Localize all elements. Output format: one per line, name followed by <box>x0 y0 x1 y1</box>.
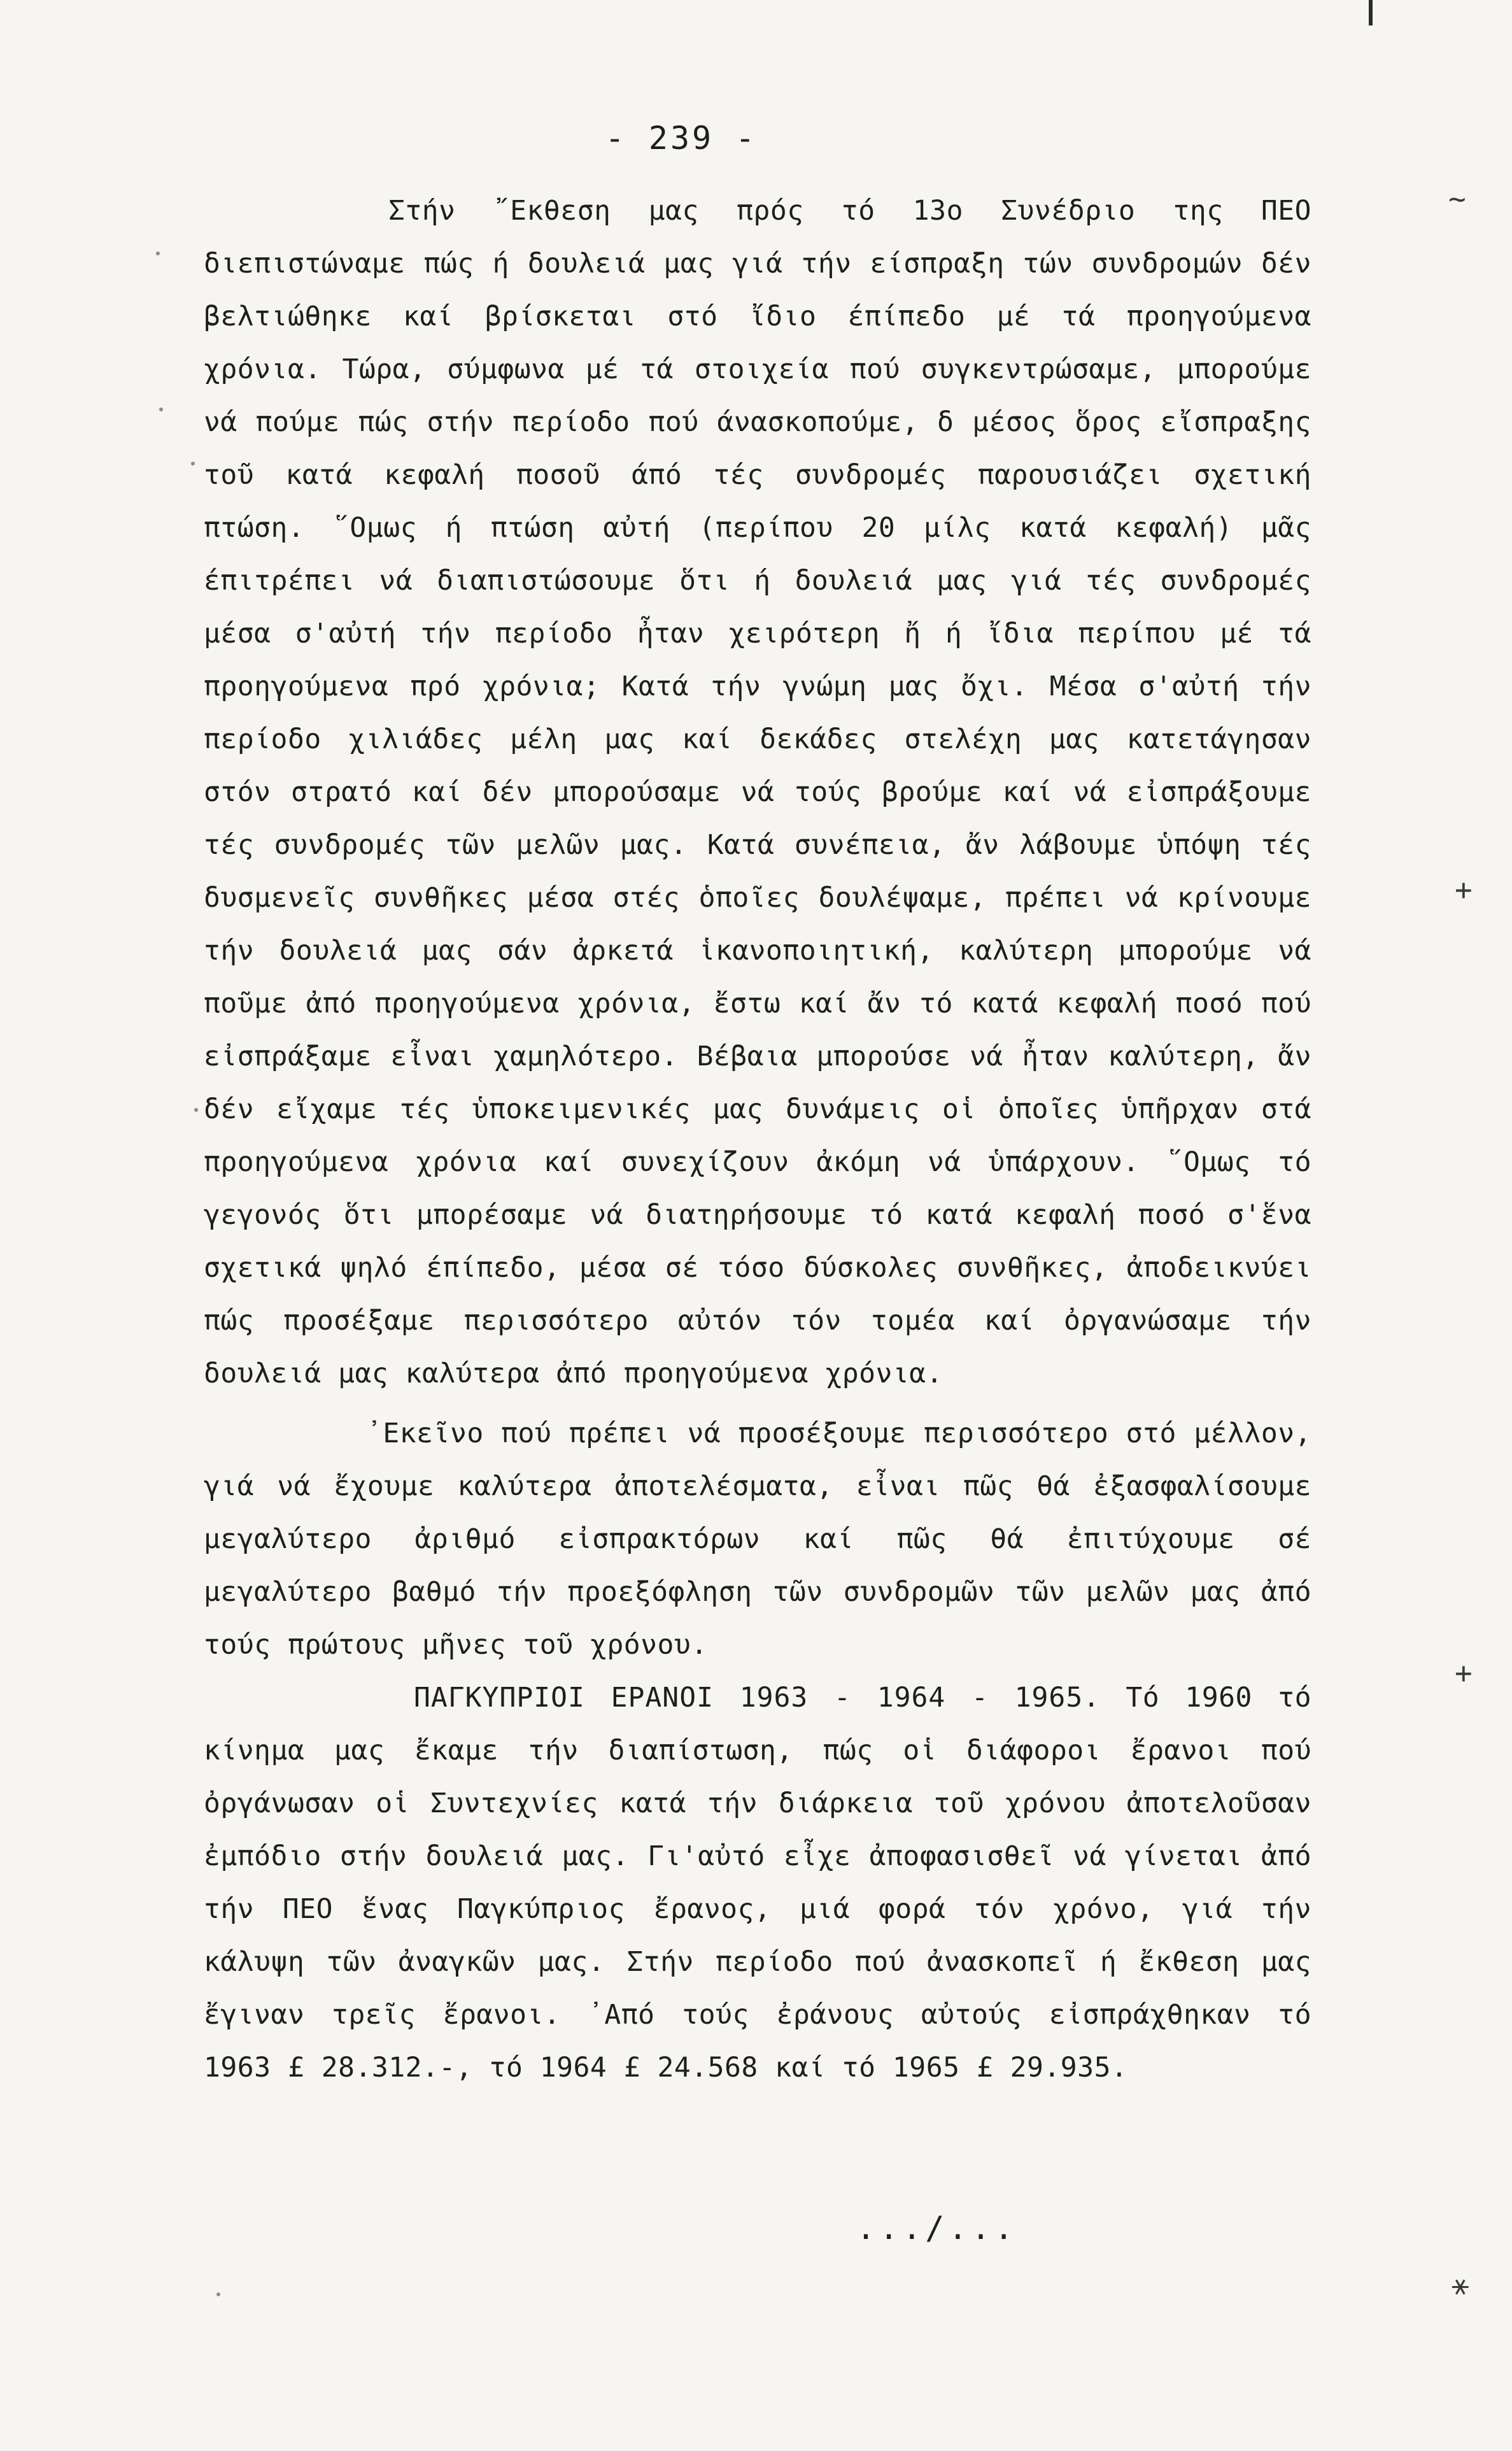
page-number: - 239 - <box>605 120 758 157</box>
margin-mark-lower: + <box>1455 1656 1473 1690</box>
section-text: Τό 1960 τό κίνημα μας ἔκαμε τήν διαπίστωση, πώς οἱ διάφοροι ἔρανοι πού ὀργάνωσαν οἱ Συντεχνίες κατά τήν διάρκεια τοῦ χρόνου ἀποτελοῦσαν ἐμπόδιο στήν δουλειά μας. Γι'αὐτό εἶχε ἀποφασισθεῖ νά γίνεται ἀπό τήν ΠΕΟ ἕνας Παγκύπριος ἔρανος, μιά φορά τόν χρόνο, γιά τήν κάλυψη τῶν ἀναγκῶν μας. Στήν περίοδο πού ἀνασκοπεῖ ή ἔκθεση μας ἔγιναν τρεῖς ἔρανοι. ᾿Από τούς ἐράνους αὐτούς εἰσπράχθηκαν τό 1963 £ 28.312.-, τό 1964 £ 24.568 καί τό 1965 £ 29.935. <box>204 1682 1311 2084</box>
continuation-mark: .../... <box>856 2210 1017 2247</box>
section-heading: ΠΑΓΚΥΠΡΙΟΙ ΕΡΑΝΟΙ 1963 - 1964 - 1965. <box>414 1682 1101 1714</box>
margin-mark-middle: + <box>1455 872 1473 907</box>
scan-edge-mark <box>1369 0 1373 25</box>
scan-speck <box>191 462 195 465</box>
paragraph-future: ᾿Εκεῖνο πού πρέπει νά προσέξουμε περισσότερο στό μέλλον, γιά νά ἔχουμε καλύτερα ἀποτελέσματα, εἶναι πῶς θά ἐξασφαλίσουμε μεγαλύτερο ἀριθμό εἰσπρακτόρων καί πῶς θά ἐπιτύχουμε σέ μεγαλύτερο βαθμό τήν προεξόφληση τῶν συνδρομῶν τῶν μελῶν μας ἀπό τούς πρώτους μῆνες τοῦ χρόνου. <box>204 1417 1311 1661</box>
margin-mark-bottom: ⚹ <box>1452 2267 1469 2301</box>
margin-mark-top: ~ <box>1448 181 1466 216</box>
scan-speck <box>194 1108 198 1112</box>
paragraph-subscriptions: Στήν ῎Εκθεση μας πρός τό 13ο Συνέδριο της ΠΕΟ διεπιστώναμε πώς ή δουλειά μας γιά τήν είσπραξη τών συνδρομών δέν βελτιώθηκε καί βρίσκεται στό ἴδιο έπίπεδο μέ τά προηγούμενα χρόνια. Τώρα, σύμφωνα μέ τά στοιχεία πού συγκεντρώσαμε, μπορούμε νά πούμε πώς στήν περίοδο πού άνασκοπούμε, δ μέσος ὅρος εἴσπραξης τοῦ κατά κεφαλή ποσοῦ άπό τές συνδρομές παρουσιάζει σχετική πτώση. ῞Ομως ή πτώση αὐτή (περίπου 20 μίλς κατά κεφαλή) μᾶς έπιτρέπει νά διαπιστώσουμε ὅτι ή δουλειά μας γιά τές συνδρομές μέσα σ'αὐτή τήν περίοδο ἦταν χειρότερη ἤ ή ἴδια περίπου μέ τά προηγούμενα πρό χρόνια; Κατά τήν γνώμη μας ὄχι. Μέσα σ'αὐτή τήν περίοδο χιλιάδες μέλη μας καί δεκάδες στελέχη μας κατετάγησαν στόν στρατό καί δέν μπορούσαμε νά τούς βρούμε καί νά εἰσπράξουμε τές συνδρομές τῶν μελῶν μας. Κατά συνέπεια, ἄν λάβουμε ὑπόψη τές δυσμενεῖς συνθῆκες μέσα στές ὁποῖες δουλέψαμε, πρέπει νά κρίνουμε τήν δουλειά μας σάν ἀρκετά ἱκανοποιητική, καλύτερη μπορούμε νά ποῦμε ἀπό προηγούμενα χρόνια, ἔστω καί ἄν τό κατά κεφαλή ποσό πού εἰσπράξαμε εἶναι χαμηλότερο. Βέβαια μπορούσε νά ἦταν καλύτερη, ἄν δέν εἴχαμε τές ὑποκειμενικές μας δυνάμεις οἱ ὁποῖες ὑπῆρχαν στά προηγούμενα χρόνια καί συνεχίζουν ἀκόμη νά ὑπάρχουν. ῞Ομως τό γεγονός ὅτι μπορέσαμε νά διατηρήσουμε τό κατά κεφαλή ποσό σ'ἕνα σχετικά ψηλό έπίπεδο, μέσα σέ τόσο δύσκολες συνθῆκες, ἀποδεικνύει πώς προσέξαμε περισσότερο αὐτόν τόν τομέα καί ὀργανώσαμε τήν δουλειά μας καλύτερα ἀπό προηγούμενα χρόνια. <box>204 195 1311 1389</box>
scan-speck <box>156 252 160 255</box>
scan-speck <box>159 408 163 411</box>
scan-speck <box>216 2292 220 2296</box>
section-fundraising <box>204 1672 1311 2094</box>
